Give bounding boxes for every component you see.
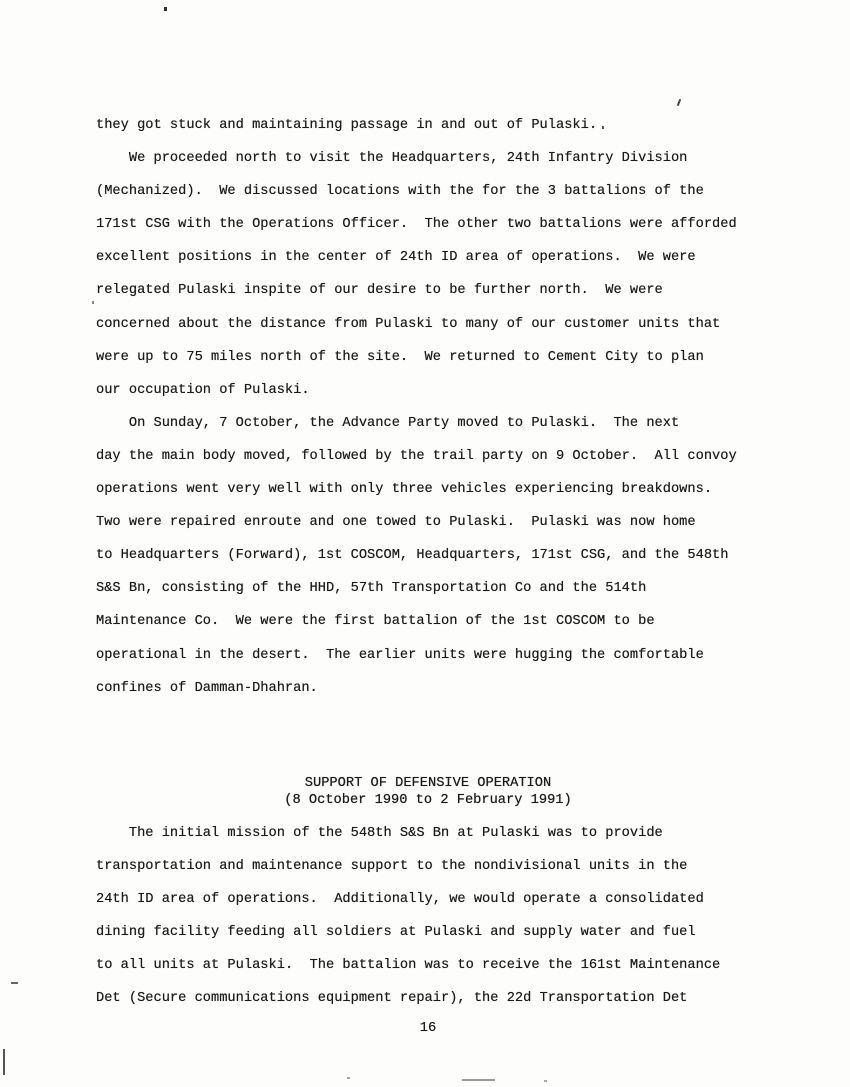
text-line: The initial mission of the 548th S&S Bn at Pulaski was to provide — [96, 825, 663, 841]
scan-artifact-dot — [92, 301, 94, 304]
text-line: to all units at Pulaski. The battalion was to receive the 161st Maintenance — [96, 958, 721, 974]
text-line: confines of Damman-Dhahran. — [96, 680, 318, 696]
text-line: our occupation of Pulaski. — [96, 382, 310, 398]
document-text-block — [96, 109, 760, 1038]
text-line: excellent positions in the center of 24th ID area of operations. We were — [96, 250, 696, 266]
text-line: operational in the desert. The earlier units were hugging the comfortable — [96, 647, 704, 663]
text-line: to Headquarters (Forward), 1st COSCOM, Headquarters, 171st CSG, and the 548th — [96, 548, 729, 564]
text-line: operations went very well with only three vehicles experiencing breakdowns. — [96, 482, 713, 498]
scan-artifact-line — [462, 1079, 495, 1081]
page-number: 16 — [419, 1021, 437, 1037]
text-line: day the main body moved, followed by the trail party on 9 October. All convoy — [96, 448, 737, 464]
text-line: Two were repaired enroute and one towed to Pulaski. Pulaski was now home — [96, 515, 696, 531]
text-line: they got stuck and maintaining passage in and out of Pulaski. — [96, 118, 598, 133]
scan-artifact-line — [3, 1049, 5, 1075]
section-heading-title: SUPPORT OF DEFENSIVE OPERATION — [304, 775, 552, 791]
scan-artifact-dot — [347, 1077, 350, 1079]
scan-artifact-dot — [544, 1080, 547, 1082]
text-line: (Mechanized). We discussed locations with the for the 3 battalions of the — [96, 184, 704, 200]
text-line: transportation and maintenance support to the nondivisional units in the — [96, 858, 688, 874]
section-body-paragraph — [96, 817, 760, 1016]
text-line: concerned about the distance from Pulaski to many of our customer units that — [96, 316, 721, 332]
text-line: relegated Pulaski inspite of our desire to be further north. We were — [96, 283, 663, 299]
text-line: Maintenance Co. We were the first battalion of the 1st COSCOM to be — [96, 614, 655, 630]
scan-artifact-dash — [11, 982, 18, 984]
section-heading-date-range: (8 October 1990 to 2 February 1991) — [284, 792, 572, 808]
text-line: 171st CSG with the Operations Officer. The other two battalions were afforded — [96, 217, 737, 233]
scan-artifact-dot — [164, 7, 167, 11]
paragraph-continuation-and-body — [96, 109, 760, 705]
text-line: dining facility feeding all soldiers at Pulaski and supply water and fuel — [96, 924, 696, 940]
text-line: were up to 75 miles north of the site. We returned to Cement City to plan — [96, 349, 704, 365]
section-heading — [96, 775, 760, 809]
text-line: 24th ID area of operations. Additionally, we would operate a consolidated — [96, 891, 704, 907]
text-line: S&S Bn, consisting of the HHD, 57th Transportation Co and the 514th — [96, 581, 647, 597]
scan-artifact-mark — [677, 99, 681, 106]
scan-artifact-dot — [602, 126, 604, 129]
text-line: Det (Secure communications equipment repair), the 22d Transportation Det — [96, 991, 688, 1007]
text-line: We proceeded north to visit the Headquarters, 24th Infantry Division — [96, 151, 688, 167]
text-line: On Sunday, 7 October, the Advance Party moved to Pulaski. The next — [96, 415, 680, 431]
